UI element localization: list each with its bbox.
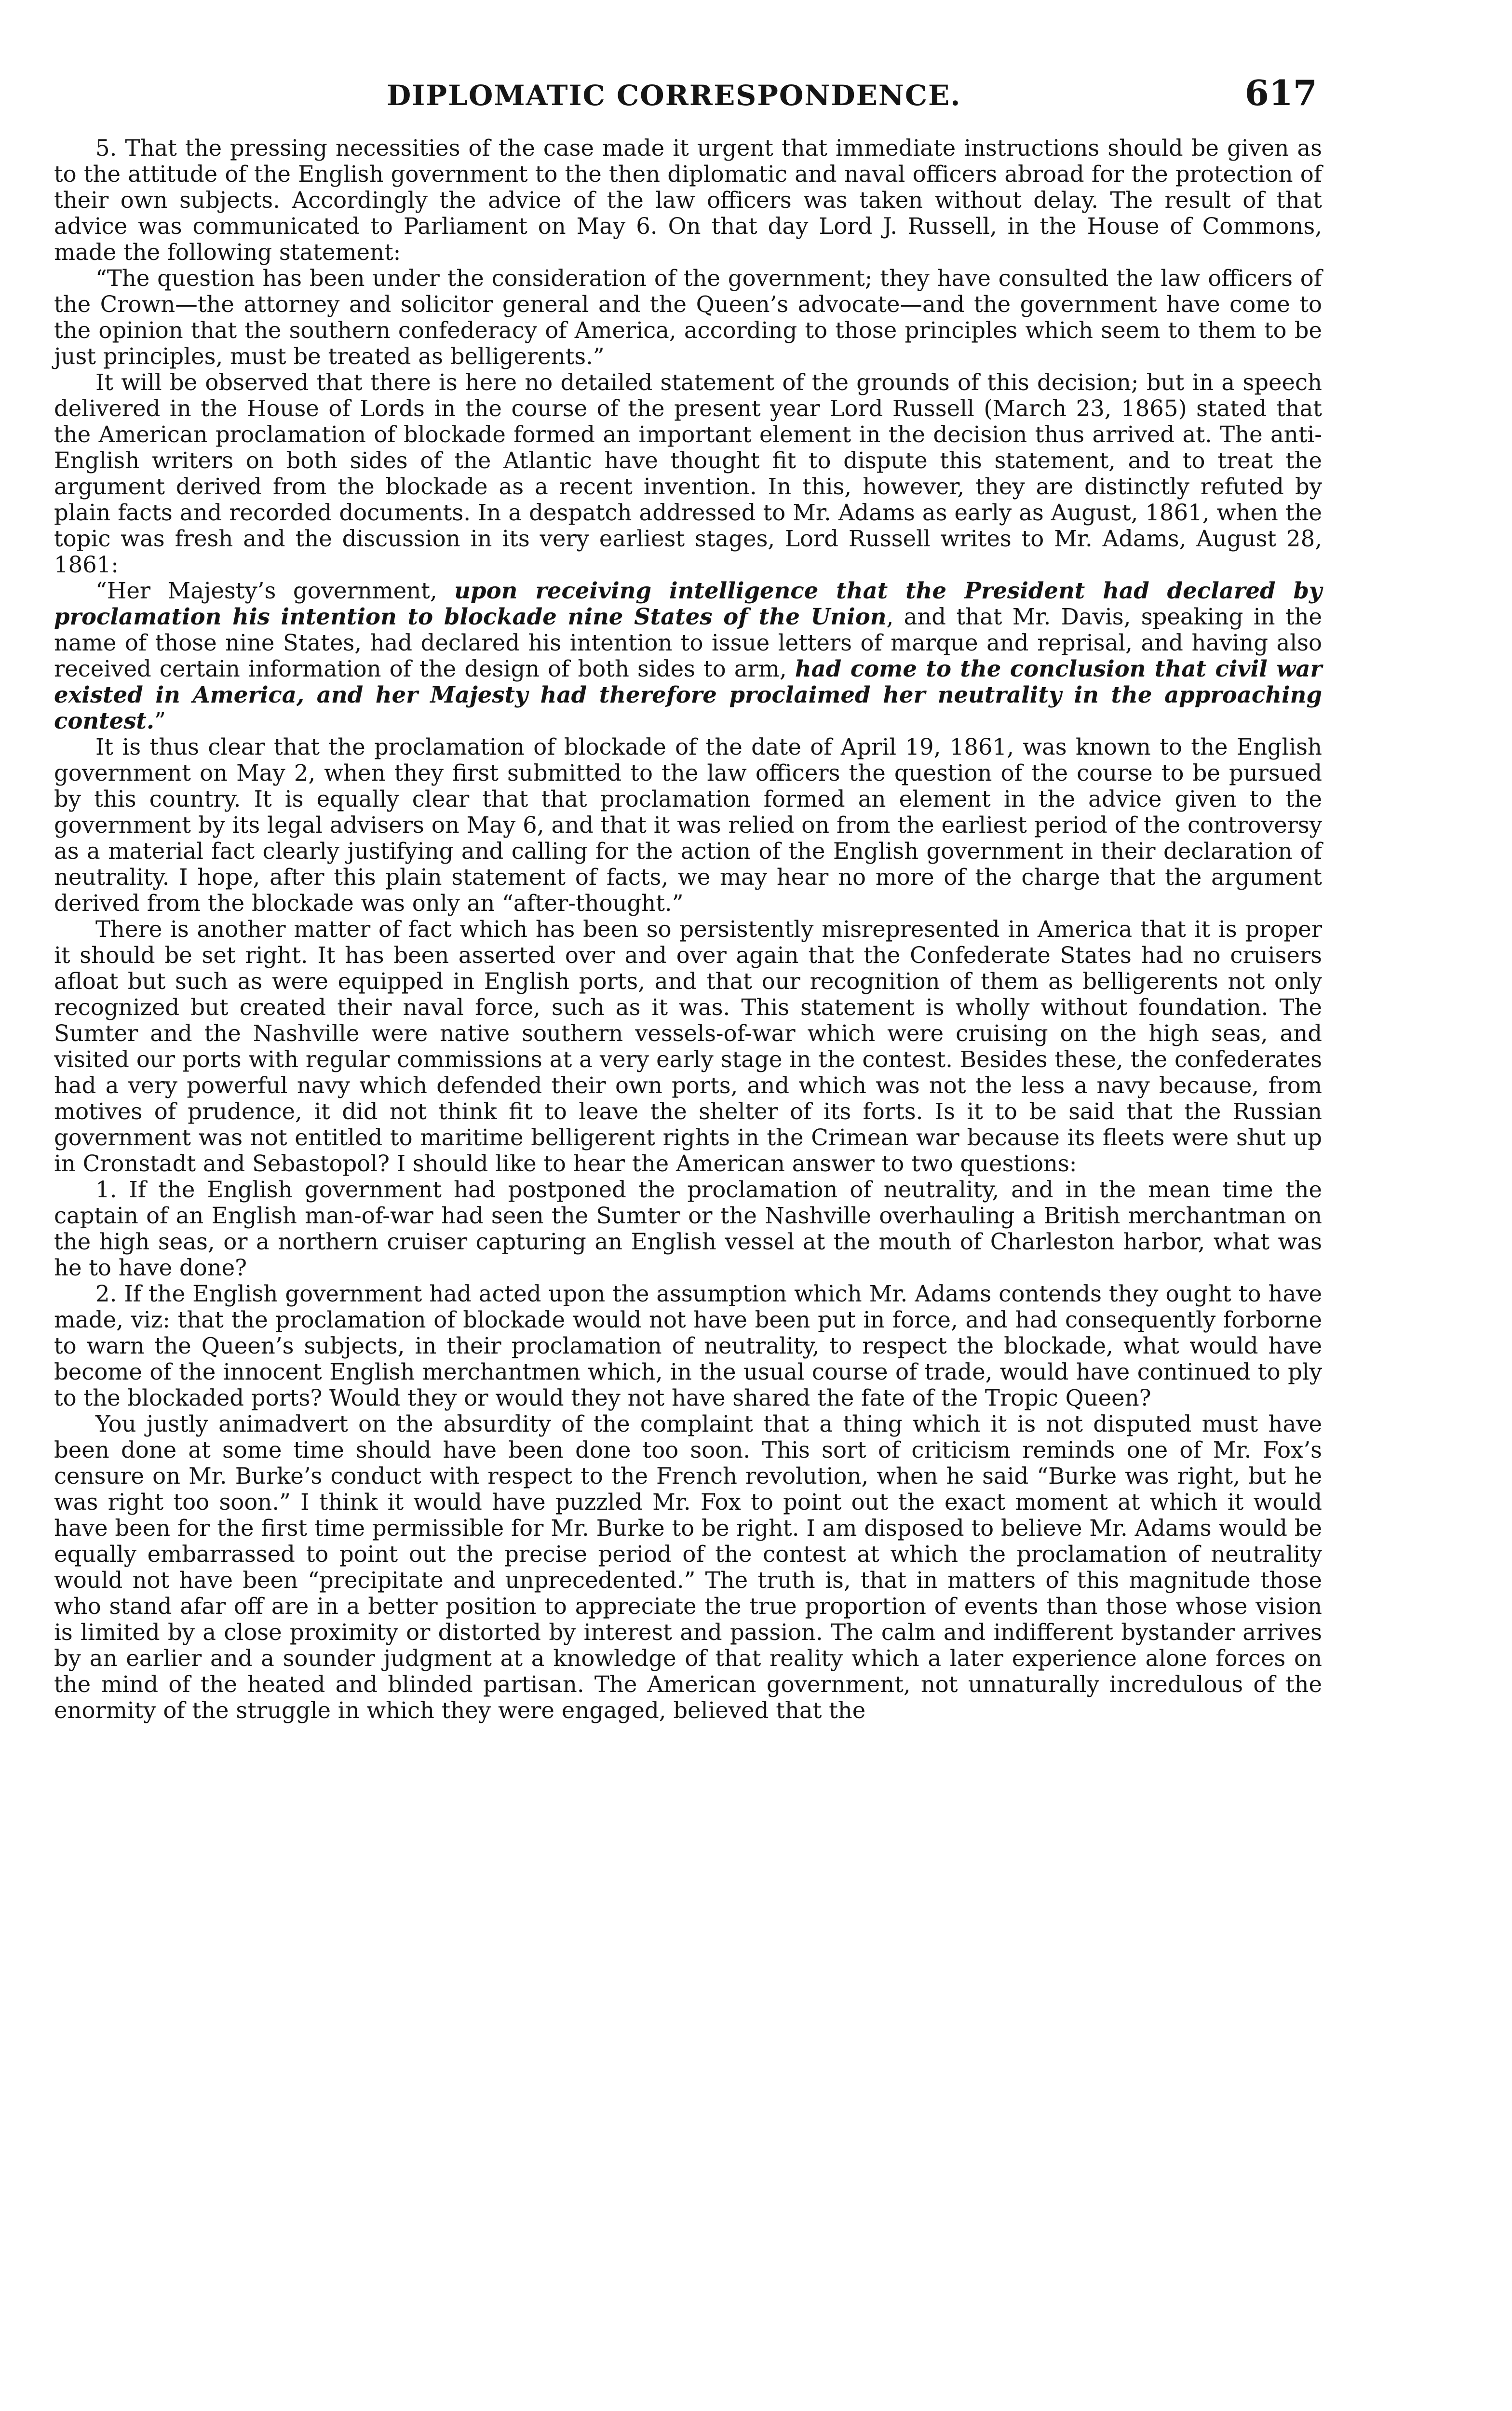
body-text xyxy=(54,135,1322,1723)
quote-despatch-part: “Her Majesty’s government, xyxy=(95,578,455,604)
paragraph-question-1: 1. If the English government had postponed the proclamation of neutrality, and in the mean time the captain of an English man-of-war had seen the Sumter or the Nashville overhauling a British merchantman on the high seas, or a northern cruiser capturing an English vessel at the mouth of Charleston harbor, what was he to have done? xyxy=(54,1177,1322,1281)
page-number: 617 xyxy=(1244,72,1317,113)
quote-despatch xyxy=(54,578,1322,734)
paragraph-misrepresented: There is another matter of fact which has been so persistently misrepresented in America that it is proper it should be set right. It has been asserted over and over again that the Confederate States had no cruisers afloat but such as were equipped in English ports, and that our recognition of them as belligerents not only recognized but created their naval force, such as it was. This statement is wholly without foundation. The Sumter and the Nashville were native southern vessels-of-war which were cruising on the high seas, and visited our ports with regular commissions at a very early stage in the contest. Besides these, the confederates had a very powerful navy which defended their own ports, and which was not the less a navy because, from motives of prudence, it did not think fit to leave the shelter of its forts. Is it to be said that the Russian government was not entitled to maritime belligerent rights in the Crimean war because its fleets were shut up in Cronstadt and Sebastopol? I should like to hear the American answer to two questions: xyxy=(54,916,1322,1177)
paragraph-question-2: 2. If the English government had acted upon the assumption which Mr. Adams contends they ought to have made, viz: that the proclamation of blockade would not have been put in force, and had consequently forborne to warn the Queen’s subjects, in their proclamation of neutrality, to respect the blockade, what would have become of the innocent English merchantmen which, in the usual course of trade, would have continued to ply to the blockaded ports? Would they or would they not have shared the fate of the Tropic Queen? xyxy=(54,1281,1322,1411)
paragraph-russell-lords: It will be observed that there is here no detailed statement of the grounds of this decision; but in a speech delivered in the House of Lords in the course of the present year Lord Russell (March 23, 1865) stated that the American proclamation of blockade formed an important element in the decision thus arrived at. The anti-English writers on both sides of the Atlantic have thought fit to dispute this statement, and to treat the argument derived from the blockade as a recent invention. In this, however, they are distinctly refuted by plain facts and recorded documents. In a despatch addressed to Mr. Adams as early as August, 1861, when the topic was fresh and the discussion in its very earliest stages, Lord Russell writes to Mr. Adams, August 28, 1861: xyxy=(54,369,1322,578)
paragraph-point-5: 5. That the pressing necessities of the case made it urgent that immediate instructions should be given as to the attitude of the English government to the then diplomatic and naval officers abroad for the protection of their own subjects. Accordingly the advice of the law officers was taken without delay. The result of that advice was communicated to Parliament on May 6. On that day Lord J. Russell, in the House of Commons, made the following statement: xyxy=(54,135,1322,265)
quote-despatch-part: ” xyxy=(154,708,166,734)
paragraph-animadvert: You justly animadvert on the absurdity of the complaint that a thing which it is not disputed must have been done at some time should have been done too soon. This sort of criticism reminds one of Mr. Fox’s censure on Mr. Burke’s conduct with respect to the French revolution, when he said “Burke was right, but he was right too soon.” I think it would have puzzled Mr. Fox to point out the exact moment at which it would have been for the first time permissible for Mr. Burke to be right. I am disposed to believe Mr. Adams would be equally embarrassed to point out the precise period of the contest at which the proclamation of neutrality would not have been “precipitate and unprecedented.” The truth is, that in matters of this magnitude those who stand afar off are in a better position to appreciate the true proportion of events than those whose vision is limited by a close proximity or distorted by interest and passion. The calm and indifferent bystander arrives by an earlier and a sounder judgment at a knowledge of that reality which a later experience alone forces on the mind of the heated and blinded partisan. The American government, not unnaturally incredulous of the enormity of the struggle in which they were engaged, believed that the xyxy=(54,1411,1322,1723)
running-title: DIPLOMATIC CORRESPONDENCE. xyxy=(387,79,961,112)
document-page xyxy=(54,72,1322,1723)
quote-despatch-italic: upon receiving intelligence that the President had declared by proclamation his intention to blockade nine States of the Union xyxy=(54,577,1322,630)
quote-russell-commons: “The question has been under the consideration of the government; they have consulted the law officers of the Crown—the attorney and solicitor general and the Queen’s advocate—and the government have come to the opinion that the southern confederacy of America, according to those principles which seem to them to be just principles, must be treated as belligerents.” xyxy=(54,265,1322,369)
page-header xyxy=(54,72,1322,135)
paragraph-blockade-known: It is thus clear that the proclamation of blockade of the date of April 19, 1861, was known to the English government on May 2, when they first submitted to the law officers the question of the course to be pursued by this country. It is equally clear that that proclamation formed an element in the advice given to the government by its legal advisers on May 6, and that it was relied on from the earliest period of the controversy as a material fact clearly justifying and calling for the action of the English government in their declaration of neutrality. I hope, after this plain statement of facts, we may hear no more of the charge that the argument derived from the blockade was only an “after-thought.” xyxy=(54,734,1322,916)
quote-despatch-part: , and that Mr. Davis, speaking in the name of those nine States, had declared his intention to issue letters of marque and reprisal, and having also received certain information of the design of both sides to arm, xyxy=(54,604,1322,682)
quote-despatch-italic: had come to the conclusion that civil war existed in America, and her Majesty had therefore proclaimed her neutrality in the approaching contest. xyxy=(54,655,1322,734)
